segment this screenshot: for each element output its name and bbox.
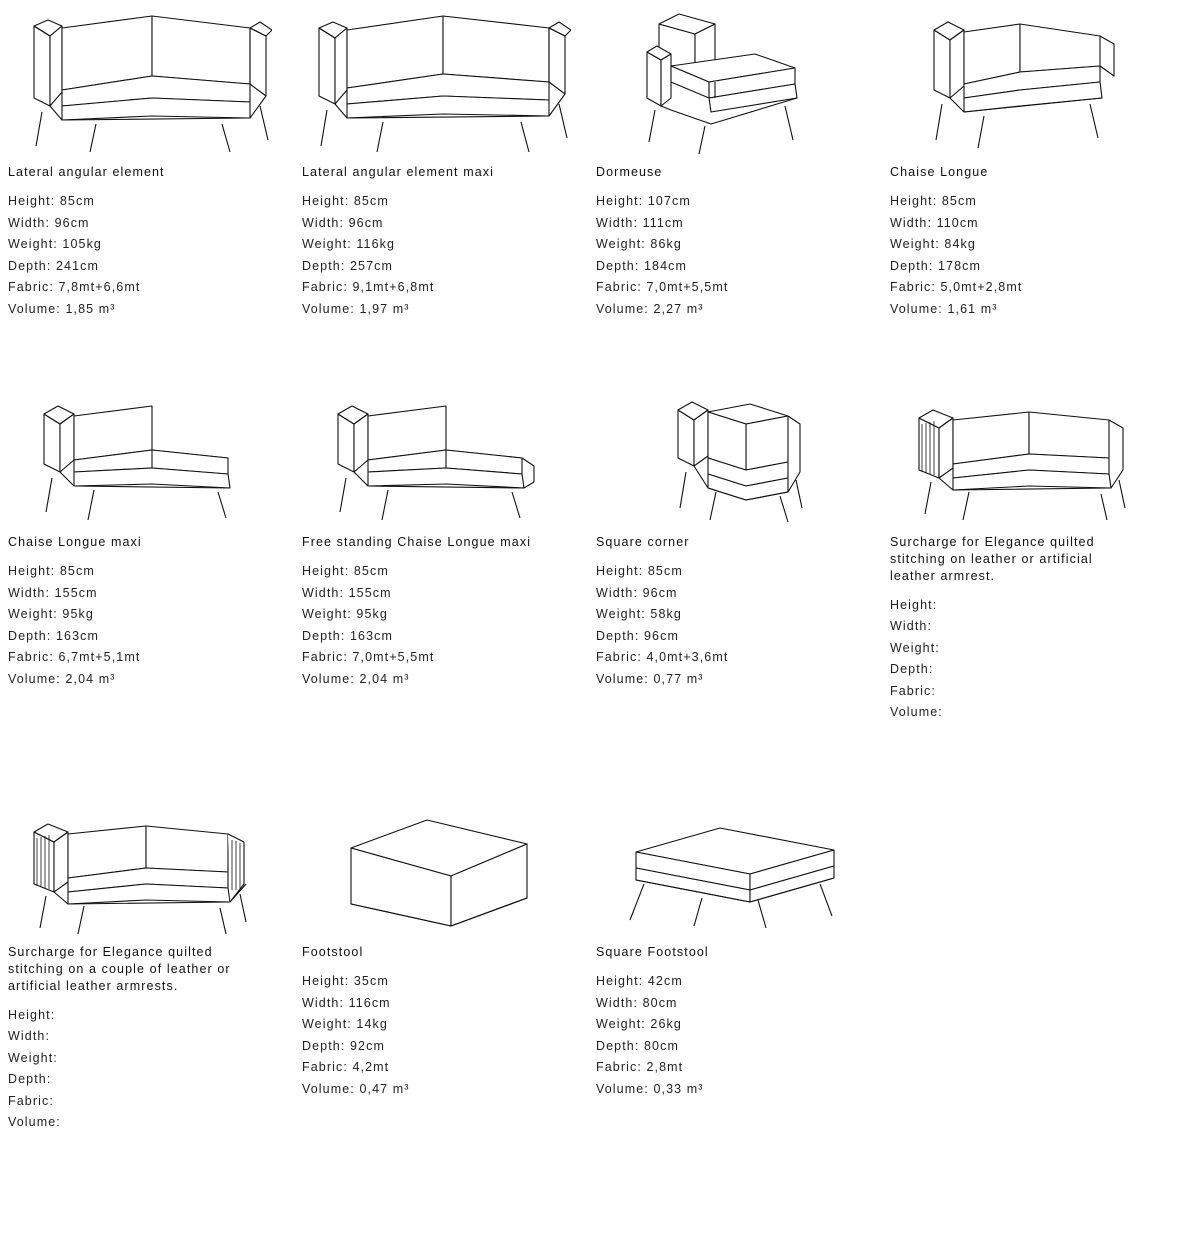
product-title: Dormeuse [596,165,663,179]
sofa-quilted-armrests-pair-icon [8,780,286,940]
spec-weight: Weight: 95kg [8,607,94,621]
spec-volume: Volume: 0,47 m³ [302,1081,410,1096]
spec-depth: Depth: 92cm [302,1038,385,1053]
spec-width: Width: 110cm [890,215,979,230]
product-card[interactable] [294,780,588,1180]
product-title: Square corner [596,535,690,549]
spec-weight: Weight: [8,1050,58,1065]
spec-height: Height: 42cm [596,974,683,988]
sofa-lateral-angular-maxi-icon [302,0,580,160]
sofa-lateral-angular-icon [8,0,286,160]
spec-fabric: Fabric: 9,1mt+6,8mt [302,280,435,294]
square-footstool-icon [596,780,874,940]
spec-fabric: Fabric: 6,7mt+5,1mt [8,650,141,664]
dormeuse-icon [596,0,874,160]
product-title: Footstool [302,945,364,959]
empty-cell [882,780,1176,1180]
spec-depth: Depth: 178cm [890,258,982,273]
spec-height: Height: 85cm [302,564,389,578]
spec-list [596,561,874,690]
spec-fabric: Fabric: 2,8mt [596,1060,684,1074]
spec-volume: Volume: 2,04 m³ [302,671,410,686]
product-card[interactable] [0,780,294,1180]
spec-weight: Weight: 86kg [596,237,682,251]
product-title: Free standing Chaise Longue maxi [302,535,532,549]
spec-volume: Volume: 2,27 m³ [596,301,704,316]
spec-weight: Weight: 95kg [302,607,388,621]
spec-depth: Depth: 163cm [302,628,394,643]
spec-list [596,971,874,1100]
sofa-quilted-armrest-icon [890,370,1168,530]
spec-width: Width: [890,619,933,634]
spec-weight: Weight: 14kg [302,1017,388,1031]
spec-weight: Weight: 26kg [596,1017,682,1031]
spec-list [302,971,580,1100]
spec-volume: Volume: 0,33 m³ [596,1081,704,1096]
spec-width: Width: 96cm [302,215,384,230]
spec-depth: Depth: 80cm [596,1038,679,1053]
spec-weight: Weight: [890,640,940,655]
spec-height: Height: [8,1007,56,1022]
product-title: Surcharge for Elegance quilted stitching on a couple of leather or artificial leather armrests. [8,945,231,993]
product-title: Lateral angular element maxi [302,165,494,179]
product-card[interactable] [882,370,1176,780]
product-title: Chaise Longue maxi [8,535,142,549]
spec-height: Height: [890,597,938,612]
spec-list [596,191,874,320]
spec-fabric: Fabric: 5,0mt+2,8mt [890,280,1023,294]
spec-width: Width: 96cm [596,585,678,600]
free-standing-chaise-longue-maxi-icon [302,370,580,530]
product-title: Chaise Longue [890,165,989,179]
spec-depth: Depth: 96cm [596,628,679,643]
product-card[interactable] [588,370,882,780]
spec-fabric: Fabric: 7,0mt+5,5mt [302,650,435,664]
spec-list [890,191,1168,320]
spec-height: Height: 107cm [596,194,691,208]
spec-depth: Depth: [8,1072,52,1087]
footstool-icon [302,780,580,940]
spec-weight: Weight: 116kg [302,237,396,251]
spec-height: Height: 35cm [302,974,389,988]
spec-depth: Depth: 241cm [8,258,100,273]
spec-fabric: Fabric: 4,2mt [302,1060,390,1074]
chaise-longue-icon [890,0,1168,160]
spec-list [8,1005,286,1134]
product-card[interactable] [588,780,882,1180]
product-card[interactable] [0,370,294,780]
spec-list [890,595,1168,724]
spec-fabric: Fabric: 4,0mt+3,6mt [596,650,729,664]
chaise-longue-maxi-icon [8,370,286,530]
spec-weight: Weight: 84kg [890,237,976,251]
spec-fabric: Fabric: 7,8mt+6,6mt [8,280,141,294]
product-card[interactable] [882,0,1176,370]
square-corner-icon [596,370,874,530]
spec-list [8,561,286,690]
spec-list [302,191,580,320]
spec-width: Width: 116cm [302,995,391,1010]
spec-width: Width: 155cm [8,585,98,600]
product-card[interactable] [294,0,588,370]
spec-fabric: Fabric: [8,1093,54,1108]
spec-depth: Depth: [890,662,934,677]
product-card[interactable] [294,370,588,780]
spec-height: Height: 85cm [596,564,683,578]
spec-list [302,561,580,690]
spec-height: Height: 85cm [8,194,95,208]
product-title: Surcharge for Elegance quilted stitching on leather or artificial leather armrest. [890,535,1095,583]
product-title: Square Footstool [596,945,709,959]
spec-fabric: Fabric: 7,0mt+5,5mt [596,280,729,294]
spec-list [8,191,286,320]
spec-volume: Volume: 1,97 m³ [302,301,410,316]
spec-fabric: Fabric: [890,683,936,698]
spec-volume: Volume: 0,77 m³ [596,671,704,686]
spec-volume: Volume: 1,61 m³ [890,301,998,316]
spec-weight: Weight: 58kg [596,607,682,621]
product-card[interactable] [588,0,882,370]
spec-weight: Weight: 105kg [8,237,102,251]
spec-volume: Volume: 2,04 m³ [8,671,116,686]
spec-width: Width: [8,1029,51,1044]
spec-width: Width: 80cm [596,995,678,1010]
spec-volume: Volume: [8,1115,61,1130]
spec-depth: Depth: 257cm [302,258,394,273]
spec-volume: Volume: [890,705,943,720]
spec-width: Width: 155cm [302,585,392,600]
spec-height: Height: 85cm [8,564,95,578]
product-card[interactable] [0,0,294,370]
spec-width: Width: 96cm [8,215,90,230]
spec-volume: Volume: 1,85 m³ [8,301,116,316]
spec-width: Width: 111cm [596,215,684,230]
spec-depth: Depth: 184cm [596,258,688,273]
product-title: Lateral angular element [8,165,165,179]
spec-height: Height: 85cm [890,194,977,208]
spec-height: Height: 85cm [302,194,389,208]
spec-depth: Depth: 163cm [8,628,100,643]
